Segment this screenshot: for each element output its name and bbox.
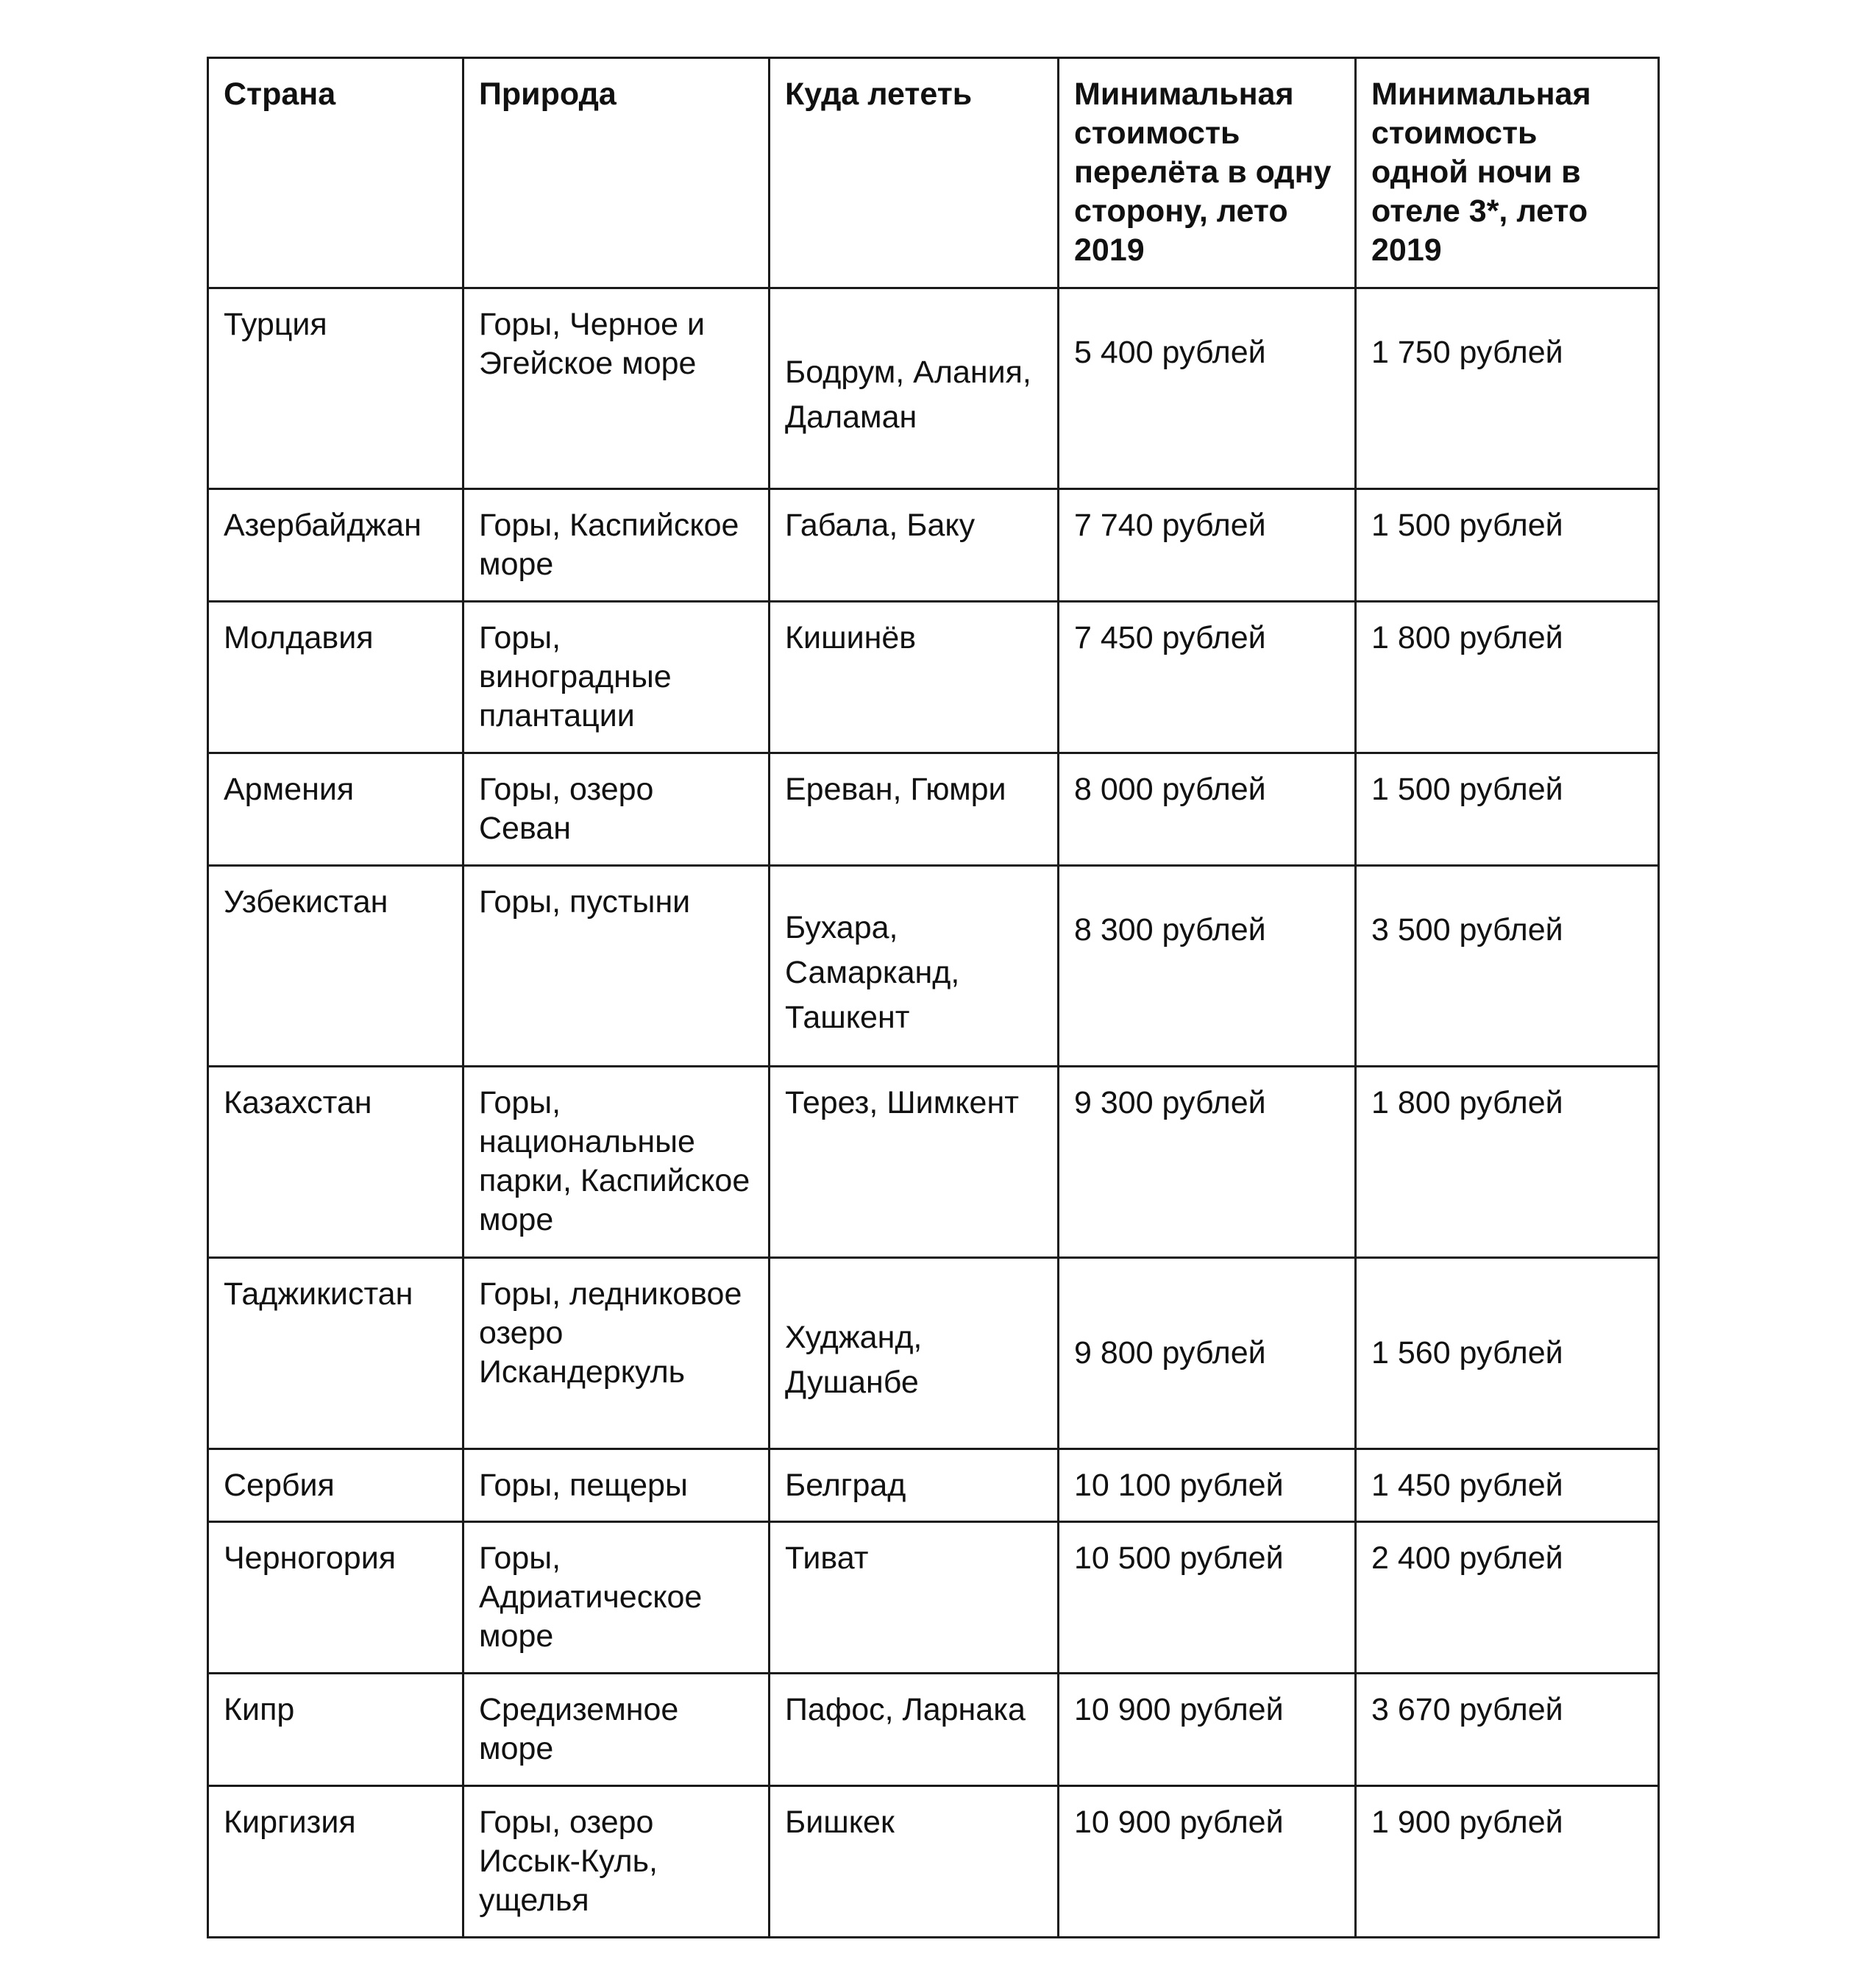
cell-destination: Кишинёв [770,602,1059,753]
cell-flight-price: 10 900 рублей [1059,1786,1356,1938]
cell-destination: Пафос, Ларнака [770,1674,1059,1786]
cell-nature: Горы, пустыни [463,866,770,1067]
cell-flight-price: 10 900 рублей [1059,1674,1356,1786]
cell-hotel-price: 1 560 рублей [1356,1258,1659,1449]
cell-flight-price: 5 400 рублей [1059,288,1356,489]
cell-flight-price: 10 100 рублей [1059,1449,1356,1522]
cell-nature: Горы, виноградные плантации [463,602,770,753]
cell-country: Сербия [208,1449,463,1522]
cell-hotel-price: 3 670 рублей [1356,1674,1659,1786]
cell-nature: Горы, Черное и Эгейское море [463,288,770,489]
destination-text: Бодрум, Алания, Даламан [785,355,1031,435]
header-country: Страна [208,58,463,288]
cell-hotel-price: 1 800 рублей [1356,602,1659,753]
cell-nature: Горы, озеро Иссык-Куль, ущелья [463,1786,770,1938]
cell-country: Молдавия [208,602,463,753]
cell-hotel-price: 1 500 рублей [1356,753,1659,866]
cell-nature: Горы, Каспийское море [463,489,770,602]
cell-country: Кипр [208,1674,463,1786]
cell-country: Киргизия [208,1786,463,1938]
cell-flight-price: 7 740 рублей [1059,489,1356,602]
cell-nature: Горы, озеро Севан [463,753,770,866]
cell-country: Турция [208,288,463,489]
table-row [208,489,1659,602]
table-row [208,1522,1659,1674]
cell-hotel-price: 1 900 рублей [1356,1786,1659,1938]
cell-destination [770,1258,1059,1449]
cell-hotel-price: 2 400 рублей [1356,1522,1659,1674]
cell-flight-price: 8 000 рублей [1059,753,1356,866]
cell-flight-price: 7 450 рублей [1059,602,1356,753]
header-destination: Куда лететь [770,58,1059,288]
cell-destination: Терез, Шимкент [770,1067,1059,1258]
destination-text: Худжанд, Душанбе [785,1319,923,1400]
header-nature: Природа [463,58,770,288]
cell-hotel-price: 1 750 рублей [1356,288,1659,489]
cell-destination [770,866,1059,1067]
table-row [208,288,1659,489]
cell-nature: Средиземное море [463,1674,770,1786]
cell-country: Армения [208,753,463,866]
travel-price-table [207,57,1660,1938]
cell-destination: Бишкек [770,1786,1059,1938]
cell-destination: Габала, Баку [770,489,1059,602]
cell-flight-price: 9 300 рублей [1059,1067,1356,1258]
cell-country: Черногория [208,1522,463,1674]
cell-country: Таджикистан [208,1258,463,1449]
cell-country: Азербайджан [208,489,463,602]
destination-text: Бухара, Самарканд, Ташкент [785,909,960,1035]
cell-destination: Белград [770,1449,1059,1522]
table-row [208,602,1659,753]
table-row [208,866,1659,1067]
cell-nature: Горы, пещеры [463,1449,770,1522]
cell-nature: Горы, национальные парки, Каспийское море [463,1067,770,1258]
table-row [208,753,1659,866]
table-header-row [208,58,1659,288]
cell-flight-price: 10 500 рублей [1059,1522,1356,1674]
cell-country: Казахстан [208,1067,463,1258]
cell-destination: Тиват [770,1522,1059,1674]
cell-hotel-price: 3 500 рублей [1356,866,1659,1067]
header-flight-price: Минимальная стоимость перелёта в одну сторону, лето 2019 [1059,58,1356,288]
cell-country: Узбекистан [208,866,463,1067]
table-row [208,1449,1659,1522]
table-row [208,1067,1659,1258]
cell-destination: Ереван, Гюмри [770,753,1059,866]
cell-hotel-price: 1 500 рублей [1356,489,1659,602]
cell-nature: Горы, Адриатическое море [463,1522,770,1674]
cell-flight-price: 9 800 рублей [1059,1258,1356,1449]
cell-hotel-price: 1 800 рублей [1356,1067,1659,1258]
cell-flight-price: 8 300 рублей [1059,866,1356,1067]
cell-nature: Горы, ледниковое озеро Искандеркуль [463,1258,770,1449]
table-row [208,1786,1659,1938]
cell-destination [770,288,1059,489]
table-row [208,1258,1659,1449]
header-hotel-price: Минимальная стоимость одной ночи в отеле 3*, лето 2019 [1356,58,1659,288]
table-row [208,1674,1659,1786]
cell-hotel-price: 1 450 рублей [1356,1449,1659,1522]
